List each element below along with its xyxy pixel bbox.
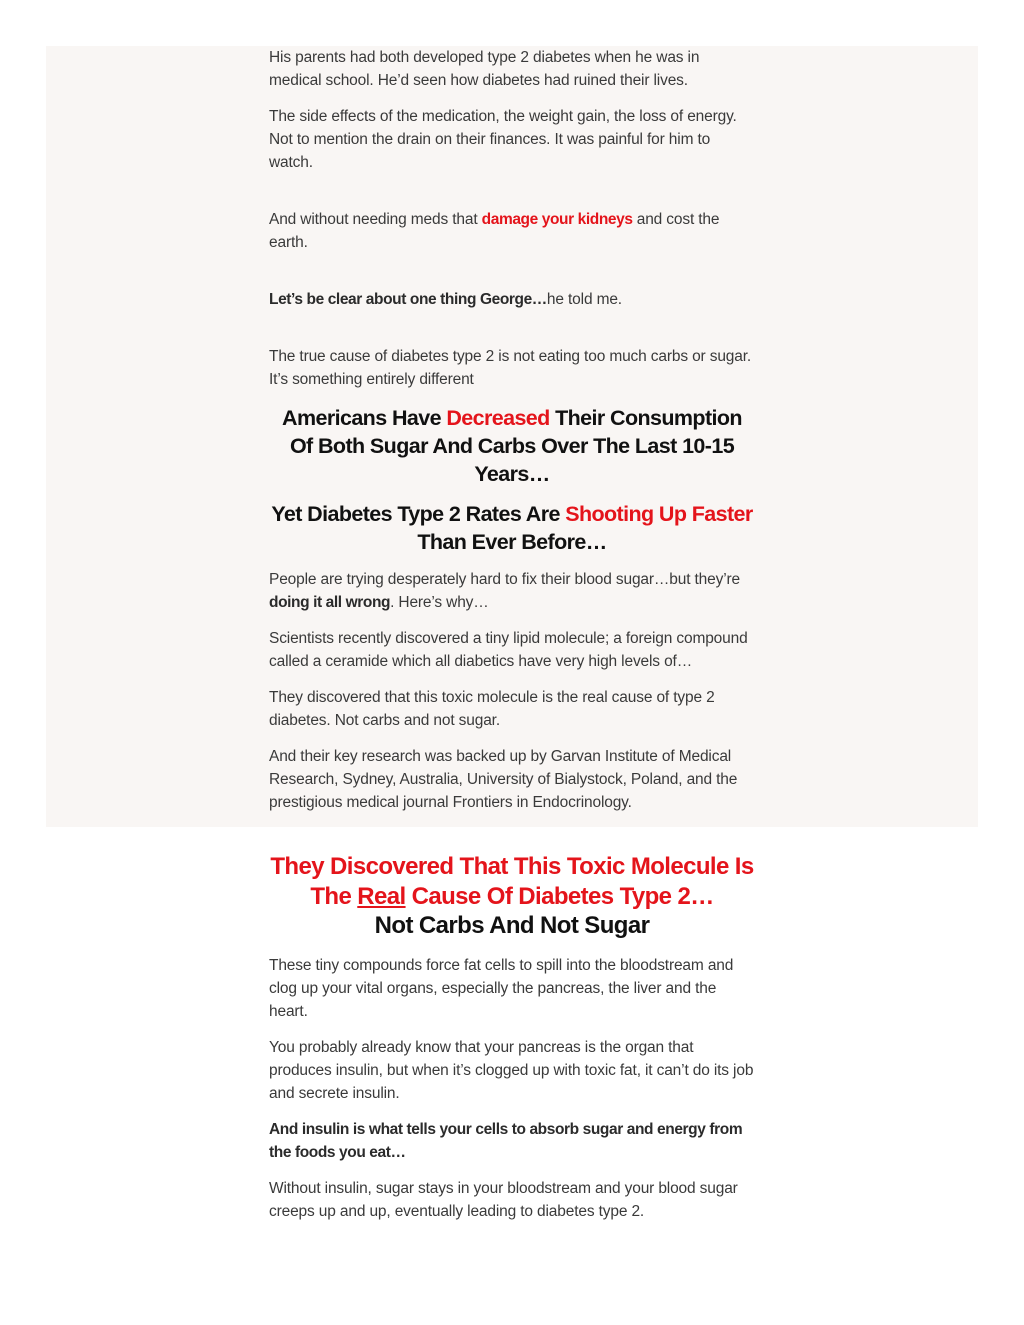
kidneys-text-after: and cost the earth.	[269, 211, 720, 251]
paragraph-doing-it-wrong	[269, 568, 755, 614]
paragraph-pancreas: You probably already know that your pancreas is the organ that produces insulin, but when it’s clogged up with toxic fat, it can’t do its job and secrete insulin.	[269, 1038, 754, 1102]
kidneys-highlight: damage your kidneys	[481, 211, 633, 228]
heading-real-cause	[269, 852, 755, 941]
paragraph-ceramide: Scientists recently discovered a tiny lipid molecule; a foreign compound called a ceramide which all diabetics have very high levels of…	[269, 630, 748, 670]
headline-real-underlined: Real	[357, 882, 406, 910]
heading1-after: Their Consumption Of Both Sugar And Carbs Over The Last 10-15 Years…	[289, 406, 742, 486]
george-bold-text: Let’s be clear about one thing George…	[269, 291, 547, 308]
paragraph-parents: His parents had both developed type 2 diabetes when he was in medical school. He’d seen how diabetes had ruined their lives.	[269, 49, 700, 89]
headline-red-part2: Cause Of Diabetes Type 2…	[405, 882, 714, 910]
paragraph-kidneys	[269, 208, 755, 254]
heading2-highlight: Shooting Up Faster	[565, 502, 753, 526]
paragraph-side-effects: The side effects of the medication, the weight gain, the loss of energy. Not to mention the drain on their finances. It was painful for him to watch.	[269, 108, 737, 171]
paragraph-insulin-bold: And insulin is what tells your cells to absorb sugar and energy from the foods you eat…	[269, 1120, 743, 1161]
paragraph-without-insulin: Without insulin, sugar stays in your bloodstream and your blood sugar creeps up and up, eventually leading to diabetes type 2.	[269, 1179, 738, 1220]
wrong-text-before: People are trying desperately hard to fix their blood sugar…but they’re	[269, 571, 740, 588]
heading1-before: Americans Have	[282, 406, 447, 430]
story-column	[269, 46, 755, 827]
paragraph-george	[269, 288, 755, 311]
heading-decreased-consumption	[269, 404, 755, 488]
heading2-after: Than Ever Before…	[417, 530, 607, 554]
paragraph-research: And their key research was backed up by Garvan Institute of Medical Research, Sydney, Australia, University of Bialystock, Poland, and the prestigious medical journal Frontiers in Endocrinology.	[269, 748, 738, 811]
paragraph-true-cause: The true cause of diabetes type 2 is not eating too much carbs or sugar. It’s something entirely different	[269, 348, 752, 388]
paragraph-toxic-molecule: They discovered that this toxic molecule is the real cause of type 2 diabetes. Not carbs and not sugar.	[269, 689, 715, 729]
molecule-column	[269, 852, 755, 1236]
heading-rates-shooting-up	[269, 500, 755, 556]
paragraph-fat-cells: These tiny compounds force fat cells to spill into the bloodstream and clog up your vital organs, especially the pancreas, the liver and the heart.	[269, 956, 734, 1020]
wrong-bold-text: doing it all wrong	[269, 594, 391, 611]
headline-red-part1: They Discovered That This Toxic Molecule Is The	[270, 853, 754, 910]
heading2-before: Yet Diabetes Type 2 Rates Are	[271, 502, 566, 526]
heading1-highlight: Decreased	[446, 406, 550, 430]
kidneys-text-before: And without needing meds that	[269, 211, 482, 228]
wrong-text-after: . Here’s why…	[390, 594, 489, 611]
headline-black-part: Not Carbs And Not Sugar	[374, 912, 650, 939]
george-rest-text: he told me.	[546, 291, 622, 308]
